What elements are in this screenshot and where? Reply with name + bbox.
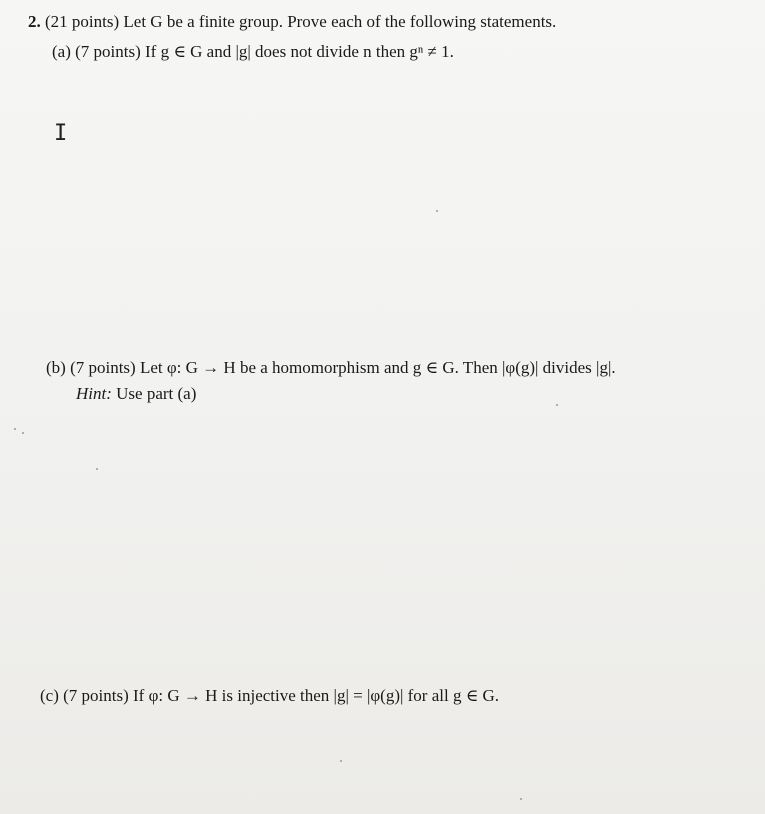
problem-header [28, 12, 556, 32]
part-c-statement: (c) (7 points) If φ: G → H is injective then |g| = |φ(g)| for all g ∈ G. [40, 686, 500, 705]
paper-speck [14, 428, 16, 430]
problem-intro: (21 points) Let G be a finite group. Prove each of the following statements. [45, 12, 557, 31]
hint-label: Hint: [76, 384, 112, 403]
paper-speck [22, 432, 24, 434]
text-cursor-icon: I [54, 121, 68, 146]
paper-speck [436, 210, 438, 212]
problem-number: 2. [28, 12, 41, 31]
part-a-statement: (a) (7 points) If g ∈ G and |g| does not divide n then gⁿ ≠ 1. [52, 42, 454, 61]
paper-speck [340, 760, 342, 762]
paper-speck [96, 468, 98, 470]
paper-speck [556, 404, 558, 406]
part-b-hint [76, 384, 196, 404]
hint-text: Use part (a) [116, 384, 197, 403]
part-b-statement: (b) (7 points) Let φ: G → H be a homomorphism and g ∈ G. Then |φ(g)| divides |g|. [46, 358, 616, 377]
paper-speck [520, 798, 522, 800]
